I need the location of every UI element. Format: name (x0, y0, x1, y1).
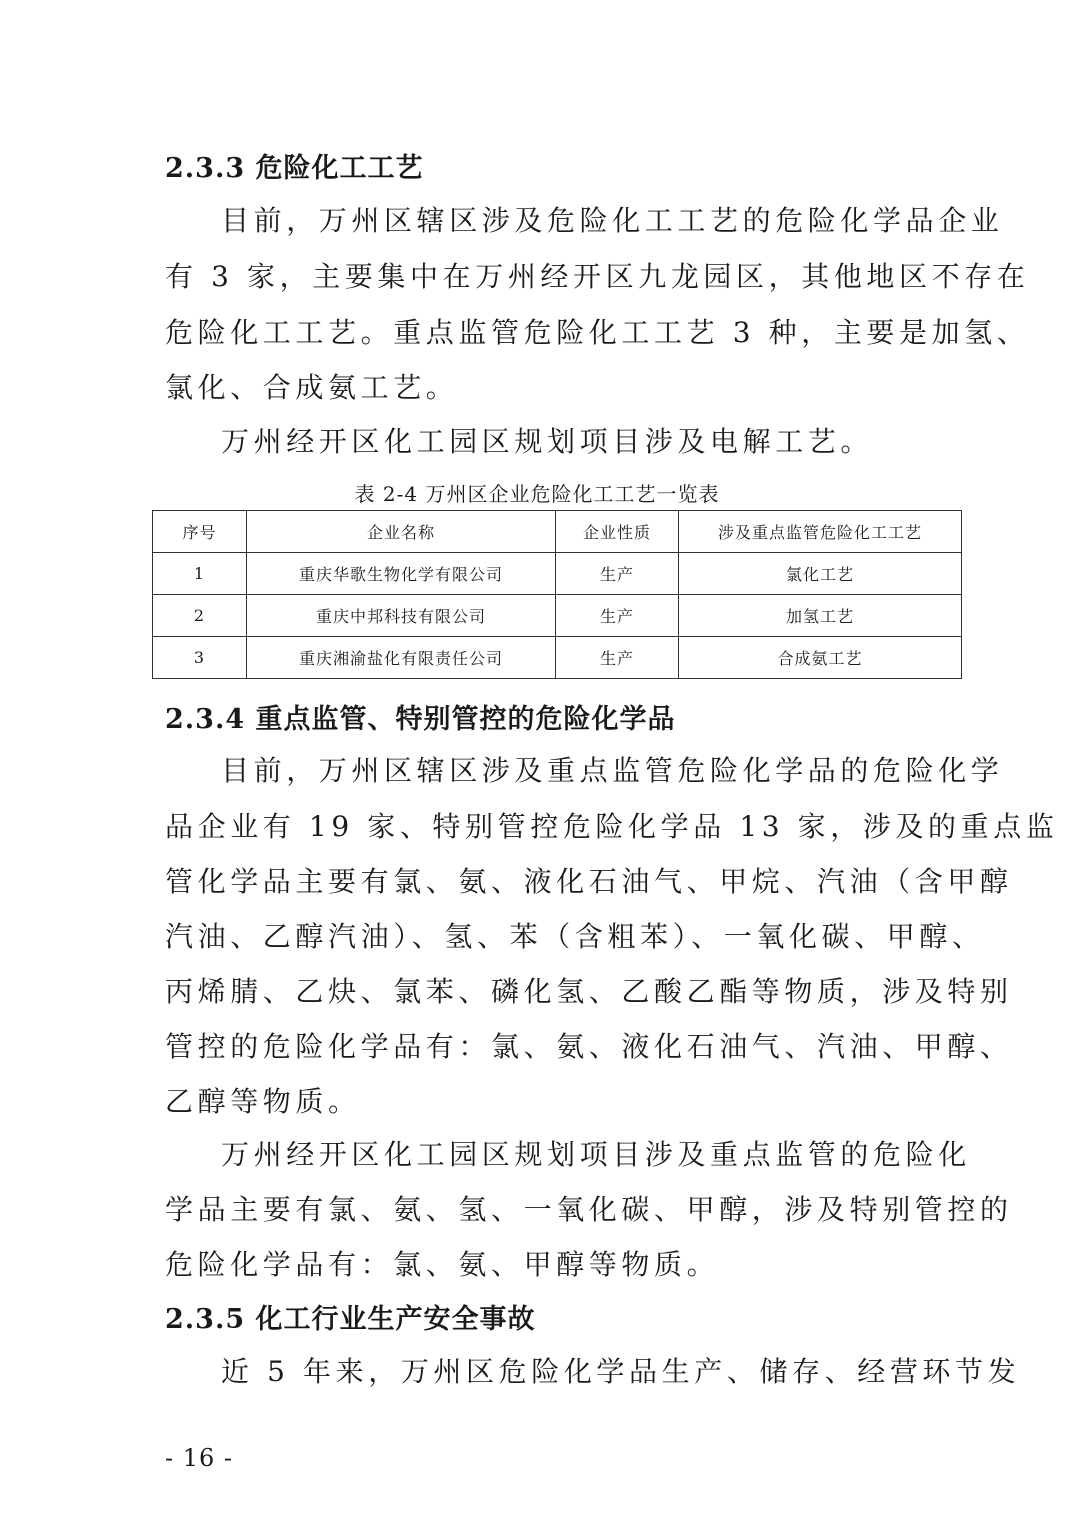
header-process: 涉及重点监管危险化工工艺 (679, 511, 962, 553)
table-header-row (153, 511, 962, 553)
paragraph-line: 有 3 家，主要集中在万州经开区九龙园区，其他地区不存在 (165, 260, 1030, 293)
header-company-name: 企业名称 (247, 511, 556, 553)
paragraph-line: 危险化工工艺。重点监管危险化工工艺 3 种，主要是加氢、 (165, 316, 1030, 349)
cell-company-name: 重庆华歌生物化学有限公司 (247, 553, 556, 595)
cell-company-type: 生产 (556, 553, 679, 595)
cell-company-name: 重庆中邦科技有限公司 (247, 595, 556, 637)
section-heading-2-3-5: 2.3.5 化工行业生产安全事故 (165, 1304, 536, 1335)
table-caption: 表 2-4 万州区企业危险化工工艺一览表 (354, 482, 720, 506)
paragraph-line: 丙烯腈、乙炔、氯苯、磷化氢、乙酸乙酯等物质，涉及特别 (165, 975, 1013, 1008)
cell-company-type: 生产 (556, 637, 679, 679)
paragraph-line: 目前，万州区辖区涉及重点监管危险化学品的危险化学 (221, 754, 1004, 787)
cell-process: 氯化工艺 (679, 553, 962, 595)
header-company-type: 企业性质 (556, 511, 679, 553)
paragraph-line: 管化学品主要有氯、氨、液化石油气、甲烷、汽油（含甲醇 (165, 865, 1013, 898)
cell-index: 3 (153, 637, 247, 679)
cell-index: 2 (153, 595, 247, 637)
header-index: 序号 (153, 511, 247, 553)
paragraph-line: 氯化、合成氨工艺。 (165, 371, 459, 404)
paragraph-line: 目前，万州区辖区涉及危险化工工艺的危险化学品企业 (221, 204, 1004, 237)
process-table (152, 510, 962, 679)
page-number: - 16 - (165, 1444, 234, 1472)
section-heading-2-3-3: 2.3.3 危险化工工艺 (165, 153, 424, 184)
cell-index: 1 (153, 553, 247, 595)
paragraph-line: 乙醇等物质。 (165, 1085, 361, 1118)
table-row (153, 553, 962, 595)
paragraph-line: 万州经开区化工园区规划项目涉及电解工艺。 (221, 425, 874, 458)
paragraph-line: 品企业有 19 家、特别管控危险化学品 13 家，涉及的重点监 (165, 810, 1059, 843)
paragraph-line: 近 5 年来，万州区危险化学品生产、储存、经营环节发 (221, 1355, 1021, 1388)
cell-process: 合成氨工艺 (679, 637, 962, 679)
table-row (153, 595, 962, 637)
cell-process: 加氢工艺 (679, 595, 962, 637)
section-heading-2-3-4: 2.3.4 重点监管、特别管控的危险化学品 (165, 704, 676, 735)
paragraph-line: 万州经开区化工园区规划项目涉及重点监管的危险化 (221, 1138, 971, 1171)
cell-company-name: 重庆湘渝盐化有限责任公司 (247, 637, 556, 679)
paragraph-line: 学品主要有氯、氨、氢、一氧化碳、甲醇，涉及特别管控的 (165, 1193, 1013, 1226)
paragraph-line: 管控的危险化学品有：氯、氨、液化石油气、汽油、甲醇、 (165, 1030, 1013, 1063)
paragraph-line: 汽油、乙醇汽油）、氢、苯（含粗苯）、一氧化碳、甲醇、 (165, 920, 985, 953)
cell-company-type: 生产 (556, 595, 679, 637)
table-row (153, 637, 962, 679)
paragraph-line: 危险化学品有：氯、氨、甲醇等物质。 (165, 1248, 720, 1281)
